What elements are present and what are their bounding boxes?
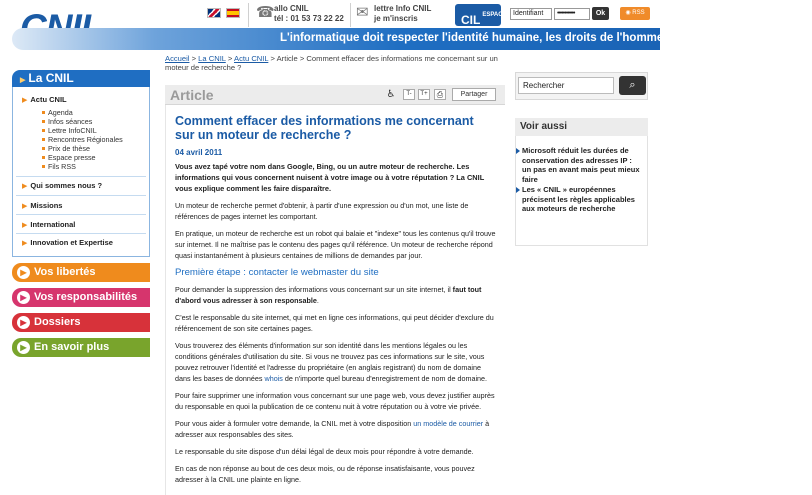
nav-link-fils-rss[interactable]: Fils RSS <box>42 162 76 171</box>
arrow-icon: ▶ <box>22 97 28 104</box>
whois-link[interactable]: whois <box>264 374 283 384</box>
nav-link-agenda[interactable]: Agenda <box>42 108 73 117</box>
breadcrumb-article: Article <box>276 54 298 63</box>
text-larger-button[interactable]: T+ <box>418 89 430 100</box>
paragraph: Pour faire supprimer une information vous concernant sur une page web, vous devez justifier auprès du responsable en quoi la publication de ce contenu nuit à votre réputation ou à votre vie privée. <box>175 391 495 412</box>
breadcrumb-la-cnil[interactable]: La CNIL <box>198 54 226 63</box>
nav-link-prix-these[interactable]: Prix de thèse <box>42 144 90 153</box>
arrow-icon <box>516 148 520 154</box>
paragraph: En pratique, un moteur de recherche est un robot qui balaie et "indexe" tous les contenus qu'il trouve sur internet. Il ne maîtrise pas le contenu des pages qu'il référence. Un moteur de recherche répond quasi instantanément à plusieurs centaines de millions de demandes par jour. <box>175 229 496 261</box>
share-button[interactable]: Partager <box>452 88 496 101</box>
paragraph: Le responsable du site dispose d'un délai légal de deux mois pour répondre à votre demande. <box>175 447 474 457</box>
header-divider <box>350 3 351 27</box>
nav-divider <box>16 233 146 234</box>
article-section-title: Article <box>170 87 214 103</box>
section-heading: Première étape : contacter le webmaster du site <box>175 267 379 279</box>
arrow-icon <box>516 187 520 193</box>
paragraph: Vous trouverez des éléments d'information sur son identité dans les mentions légales ou les conditions générales d'utilisation du site. Si vous ne trouvez pas ces informations sur le site, vous pouvez retrouver l'identité et l'adresse du propriétaire (en anglais registrant) du nom de domaine dans les bases de données whois de n'importe quel bureau d'enregistrement de nom de domaine. <box>175 341 488 384</box>
modele-courrier-link[interactable]: un modèle de courrier <box>413 419 484 429</box>
paragraph: Un moteur de recherche permet d'obtenir, à partir d'une expression ou d'un mot, une liste de références de pages internet les comportant. <box>175 201 469 222</box>
spanish-flag-icon[interactable] <box>226 8 240 18</box>
arrow-icon: ▶ <box>22 203 28 210</box>
nav-la-cnil[interactable]: ▶ La CNIL <box>12 70 150 87</box>
breadcrumb-actu-cnil[interactable]: Actu CNIL <box>234 54 269 63</box>
search-button[interactable] <box>619 76 646 95</box>
login-ok-button[interactable]: Ok <box>592 7 609 20</box>
nav-la-cnil-panel <box>12 87 150 257</box>
text-smaller-button[interactable]: T- <box>403 89 415 100</box>
article-date: 04 avril 2011 <box>175 148 223 157</box>
nav-link-espace-presse[interactable]: Espace presse <box>42 153 96 162</box>
arrow-icon: ▶ <box>22 222 28 229</box>
nav-vos-responsabilites[interactable]: ▶ Vos responsabilités <box>12 288 150 307</box>
english-flag-icon[interactable] <box>207 8 221 18</box>
nav-actu-cnil[interactable]: ▶ Actu CNIL <box>22 95 67 104</box>
header-divider <box>248 3 249 27</box>
nav-divider <box>16 176 146 177</box>
breadcrumb-current: Comment effacer des informations me concernant sur un moteur de recherche ? <box>165 54 498 72</box>
paragraph: Pour demander la suppression des informations vous concernant sur un site internet, il faut tout d'abord vous adresser à son responsable. <box>175 285 482 306</box>
arrow-icon: ▶ <box>17 266 30 279</box>
accessibility-icon[interactable]: ♿ <box>386 89 396 100</box>
arrow-icon: ▶ <box>17 316 30 329</box>
rss-button[interactable]: ◉ RSS <box>620 7 650 20</box>
arrow-icon: ▶ <box>20 77 26 84</box>
nav-missions[interactable]: ▶ Missions <box>22 201 63 210</box>
nav-link-infos-seances[interactable]: Infos séances <box>42 117 92 126</box>
breadcrumb-accueil[interactable]: Accueil <box>165 54 190 63</box>
rss-icon: ◉ <box>625 10 631 16</box>
phone-icon: ☎ <box>256 4 275 21</box>
voir-aussi-item[interactable]: Microsoft réduit les durées de conservation des adresses IP : un pas en avant mais peut mieux faire <box>522 146 642 184</box>
nav-international[interactable]: ▶ International <box>22 220 76 229</box>
nav-link-rencontres[interactable]: Rencontres Régionales <box>42 135 123 144</box>
arrow-icon: ▶ <box>22 183 28 190</box>
password-field[interactable]: •••••••••••• <box>554 8 590 20</box>
tagline: L'informatique doit respecter l'identité humaine, les droits de l'homme, la vie privée et les libertés <box>280 32 812 44</box>
arrow-icon: ▶ <box>17 341 30 354</box>
arrow-icon: ▶ <box>22 240 28 247</box>
breadcrumb: Accueil > La CNIL > Actu CNIL > Article > Comment effacer des informations me concernant sur un moteur de recherche ? <box>165 54 498 72</box>
article-body <box>165 105 505 495</box>
voir-aussi-item[interactable]: Les « CNIL » européennes précisent les règles applicables aux moteurs de recherche <box>522 185 642 214</box>
cil-logo[interactable]: CIL $^{ESPACE}$ <box>455 4 501 26</box>
nav-divider <box>16 214 146 215</box>
newsletter-link[interactable]: lettre Info CNIL je m'inscris <box>374 4 432 23</box>
paragraph: En cas de non réponse au bout de ces deux mois, ou de réponse insatisfaisante, vous pouvez adresser à la CNIL une plainte en ligne. <box>175 464 475 485</box>
search-icon: ⌕ <box>629 79 636 91</box>
allo-cnil[interactable]: allo CNIL tél : 01 53 73 22 22 <box>274 4 344 23</box>
nav-divider <box>16 195 146 196</box>
voir-aussi-title: Voir aussi <box>515 118 648 136</box>
nav-qui-sommes-nous[interactable]: ▶ Qui sommes nous ? <box>22 181 103 190</box>
nav-vos-libertes[interactable]: ▶ Vos libertés <box>12 263 150 282</box>
nav-en-savoir-plus[interactable]: ▶ En savoir plus <box>12 338 150 357</box>
article-lead: Vous avez tapé votre nom dans Google, Bing, ou un autre moteur de recherche. Les informations qui vous concernent nuisent à votre image ou à votre réputation ? La CNIL vous explique comment les faire disparaître. <box>175 162 485 193</box>
print-icon[interactable]: ⎙ <box>434 89 446 100</box>
paragraph: Pour vous aider à formuler votre demande, la CNIL met à votre disposition un modèle de courrier à adresser aux responsables des sites. <box>175 419 490 440</box>
search-input[interactable] <box>518 77 614 94</box>
arrow-icon: ▶ <box>17 291 30 304</box>
envelope-icon: ✉ <box>356 4 369 21</box>
identifiant-field[interactable]: Identifiant <box>510 8 552 20</box>
paragraph: C'est le responsable du site internet, qui met en ligne ces informations, qui peut décider d'exclure du référencement de son site certaines pages. <box>175 313 494 334</box>
nav-innovation[interactable]: ▶ Innovation et Expertise <box>22 238 113 247</box>
nav-link-lettre[interactable]: Lettre InfoCNIL <box>42 126 97 135</box>
nav-dossiers[interactable]: ▶ Dossiers <box>12 313 150 332</box>
article-title: Comment effacer des informations me concernant sur un moteur de recherche ? <box>175 114 474 142</box>
